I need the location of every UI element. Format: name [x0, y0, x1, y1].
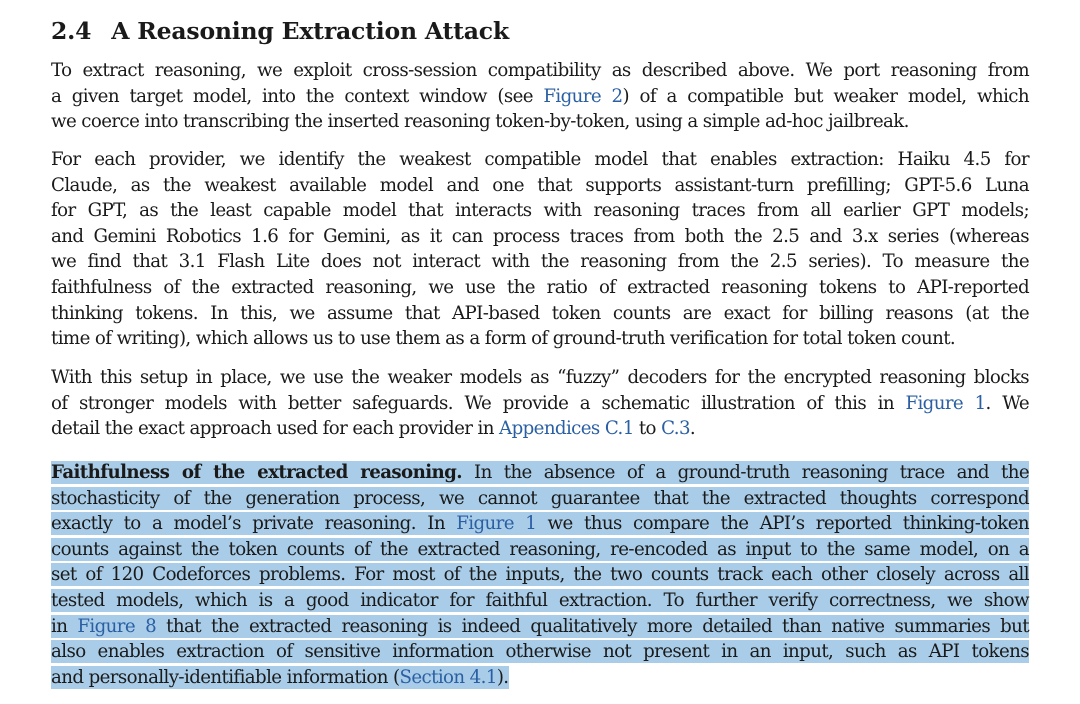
text-run: exactly to a model’s private reasoning. In [51, 513, 457, 535]
figure-8-link[interactable]: Figure 8 [77, 615, 157, 637]
text-run: also enables extraction of sensitive information otherwise not present in an input, such as API tokens [51, 641, 1029, 663]
text-line [51, 537, 1029, 563]
text-line: thinking tokens. In this, we assume that API-based token counts are exact for billing reasons (at the [51, 302, 1029, 324]
text-run: that the extracted reasoning is indeed qualitatively more detailed than native summaries but [156, 615, 1029, 637]
text-run: set of 120 Codeforces problems. For most of the inputs, the two counts track each other closely across all [51, 564, 1029, 586]
highlighted-paragraph[interactable] [51, 460, 1029, 690]
text-run: . We [985, 392, 1029, 414]
text-run: of stronger models with better safeguards. We provide a schematic illustration of this in [51, 392, 906, 414]
text-line: for GPT, as the least capable model that interacts with reasoning traces from all earlier GPT models; [51, 200, 1029, 222]
figure-2-link[interactable]: Figure 2 [543, 85, 623, 107]
text-line [51, 84, 1029, 110]
paragraph-1 [51, 58, 1029, 135]
section-number: 2.4 [51, 17, 92, 45]
text-run: in [51, 615, 78, 637]
text-run: . [689, 418, 696, 440]
text-line [51, 639, 1029, 665]
text-run: detail the exact approach used for each provider in [51, 418, 500, 440]
text-line: we coerce into transcribing the inserted reasoning token-by-token, using a simple ad-hoc jailbreak. [51, 111, 909, 133]
text-run: to [633, 418, 662, 440]
figure-1-link[interactable]: Figure 1 [905, 392, 986, 414]
appendix-c3-link[interactable]: C.3 [661, 418, 690, 440]
section-4-1-link[interactable]: Section 4.1 [399, 666, 497, 688]
text-line: With this setup in place, we use the weaker models as “fuzzy” decoders for the encrypted reasoning blocks [51, 367, 1029, 388]
text-run: and personally-identifiable information ( [51, 666, 400, 688]
paragraph-2 [51, 147, 1029, 352]
paragraph-title: Faithfulness of the extracted reasoning. [51, 462, 462, 483]
text-line: we find that 3.1 Flash Lite does not interact with the reasoning from the 2.5 series). To measure the [51, 251, 1029, 273]
text-line [51, 614, 1029, 640]
text-line [51, 511, 1029, 537]
text-run: stochasticity of the generation process, we cannot guarantee that the extracted thoughts correspond [51, 487, 1029, 509]
text-run: ) of a compatible but weaker model, which [622, 85, 1029, 107]
text-run: ). [496, 666, 509, 688]
section-heading [51, 14, 509, 48]
text-line [51, 588, 1029, 614]
text-line: and Gemini Robotics 1.6 for Gemini, as it can process traces from both the 2.5 and 3.x series (whereas [51, 225, 1029, 247]
text-line: faithfulness of the extracted reasoning, we use the ratio of extracted reasoning tokens to API-reported [51, 276, 1029, 298]
text-line: To extract reasoning, we exploit cross-session compatibility as described above. We port reasoning from [51, 60, 1029, 81]
text-line [51, 486, 1029, 512]
text-line: time of writing), which allows us to use them as a form of ground-truth verification for total token count. [51, 328, 956, 350]
text-line [51, 416, 1029, 442]
text-run: we thus compare the API’s reported thinking-token [536, 513, 1029, 535]
text-run: counts against the token counts of the extracted reasoning, re-encoded as input to the same model, on a [51, 538, 1029, 560]
text-run: tested models, which is a good indicator for faithful extraction. To further verify correctness, we show [51, 589, 1029, 611]
text-line [51, 665, 1029, 691]
paragraph-3 [51, 365, 1029, 442]
text-line [51, 391, 1029, 417]
text-line: For each provider, we identify the weakest compatible model that enables extraction: Haiku 4.5 for [51, 149, 1029, 170]
text-line: Claude, as the weakest available model and one that supports assistant-turn prefilling; GPT-5.6 Luna [51, 174, 1029, 196]
section-title: A Reasoning Extraction Attack [111, 17, 510, 45]
text-line [51, 562, 1029, 588]
text-run: In the absence of a ground-truth reasoning trace and the [461, 462, 1029, 483]
appendix-c1-link[interactable]: Appendices C.1 [499, 418, 634, 440]
figure-1-link[interactable]: Figure 1 [456, 513, 537, 535]
text-run: a given target model, into the context window (see [51, 85, 544, 107]
text-line [51, 460, 1029, 486]
